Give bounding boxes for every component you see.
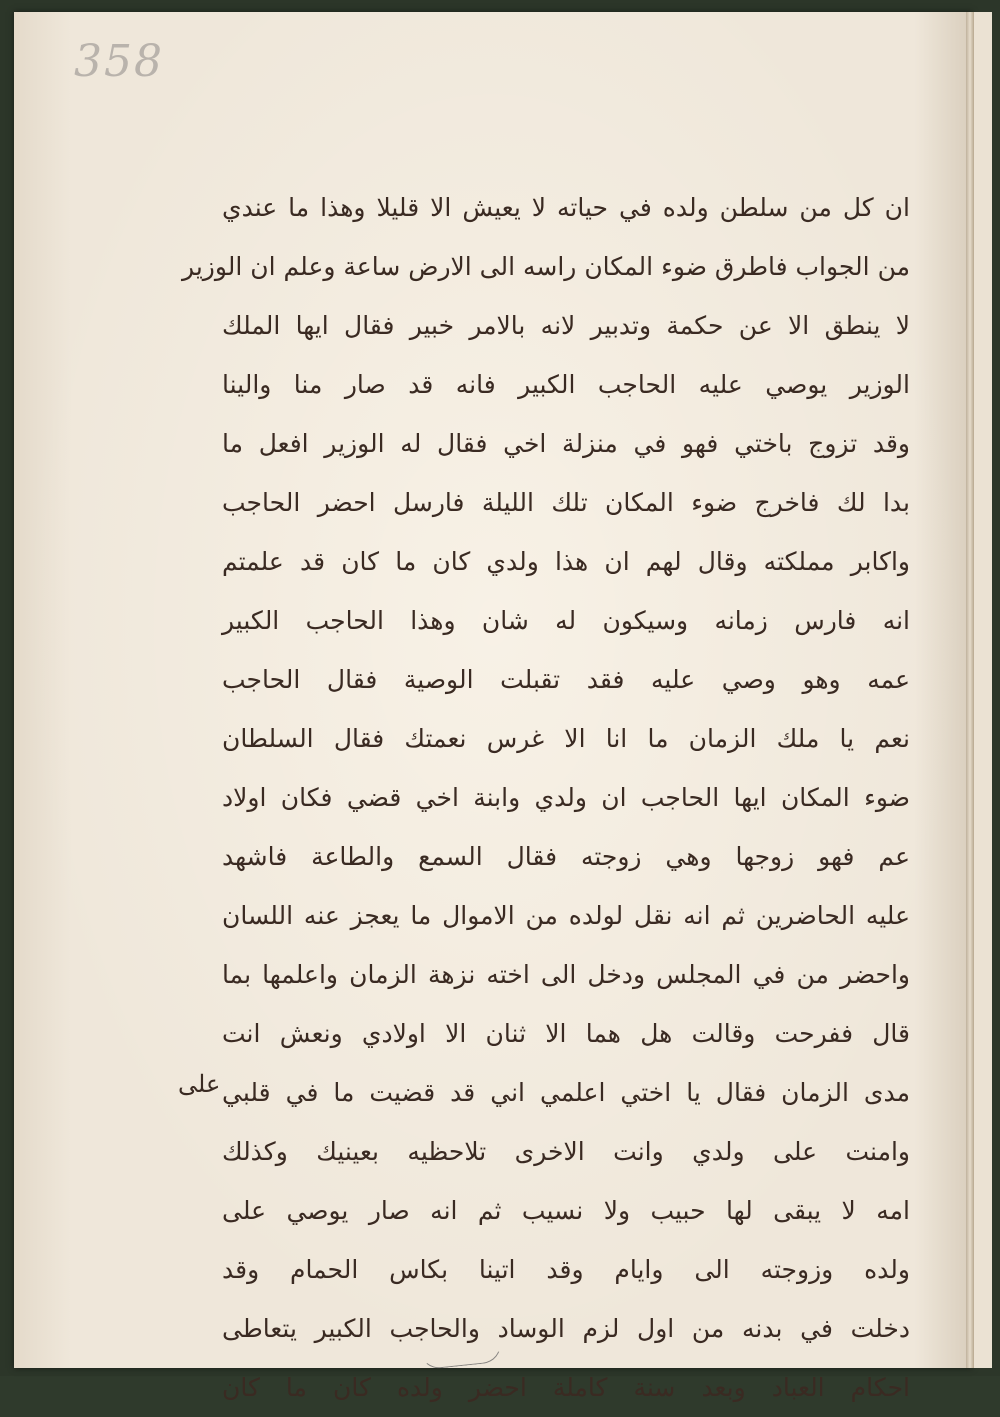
text-line: عمه وهو وصي عليه فقد تقبلت الوصية فقال الحاجب [222,665,910,694]
folio-number: 358 [74,36,164,87]
manuscript-text-block [182,178,910,1417]
text-line: انه فارس زمانه وسيكون له شان وهذا الحاجب الكبير [222,606,910,635]
text-line: ان كل من سلطن ولده في حياته لا يعيش الا قليلا وهذا ما عندي [222,193,910,222]
facing-page-edge [974,12,992,1368]
text-line: لا ينطق الا عن حكمة وتدبير لانه بالامر خبير فقال ايها الملك [222,311,910,340]
text-line: مدى الزمان فقال يا اختي اعلمي اني قد قضيت ما في قلبي [222,1078,910,1107]
text-line: احكام العباد وبعد سنة كاملة احضر ولده كان ما كان [222,1373,910,1402]
text-line: وقد تزوج باختي فهو في منزلة اخي فقال له الوزير افعل ما [222,429,910,458]
text-line: نعم يا ملك الزمان ما انا الا غرس نعمتك فقال السلطان [222,724,910,753]
page-fold [966,12,974,1368]
text-line: واحضر من في المجلس ودخل الى اخته نزهة الزمان واعلمها بما [222,960,910,989]
text-line: دخلت في بدنه من اول لزم الوساد والحاجب الكبير يتعاطى [222,1314,910,1343]
text-line: وامنت على ولدي وانت الاخرى تلاحظيه بعينيك وكذلك [222,1137,910,1166]
text-line: الوزير يوصي عليه الحاجب الكبير فانه قد صار منا والينا [222,370,910,399]
text-line: واكابر مملكته وقال لهم ان هذا ولدي كان ما كان قد علمتم [222,547,910,576]
text-line: من الجواب فاطرق ضوء المكان راسه الى الارض ساعة وعلم ان الوزير [182,252,910,281]
text-line: قال ففرحت وقالت هل هما الا ثنان الا اولادي ونعش انت [222,1019,910,1048]
text-line: عم فهو زوجها وهي زوجته فقال السمع والطاعة فاشهد [222,842,910,871]
text-line: ولده وزوجته الى وايام وقد اتينا بكاس الحمام وقد [222,1255,910,1284]
margin-note: على [178,1070,221,1098]
text-line: ضوء المكان ايها الحاجب ان ولدي وابنة اخي قضي فكان اولاد [222,783,910,812]
text-line: عليه الحاضرين ثم انه نقل لولده من الاموال ما يعجز عنه اللسان [222,901,910,930]
text-line: بدا لك فاخرج ضوء المكان تلك الليلة فارسل احضر الحاجب [222,488,910,517]
text-line: امه لا يبقى لها حبيب ولا نسيب ثم انه صار يوصي على [222,1196,910,1225]
